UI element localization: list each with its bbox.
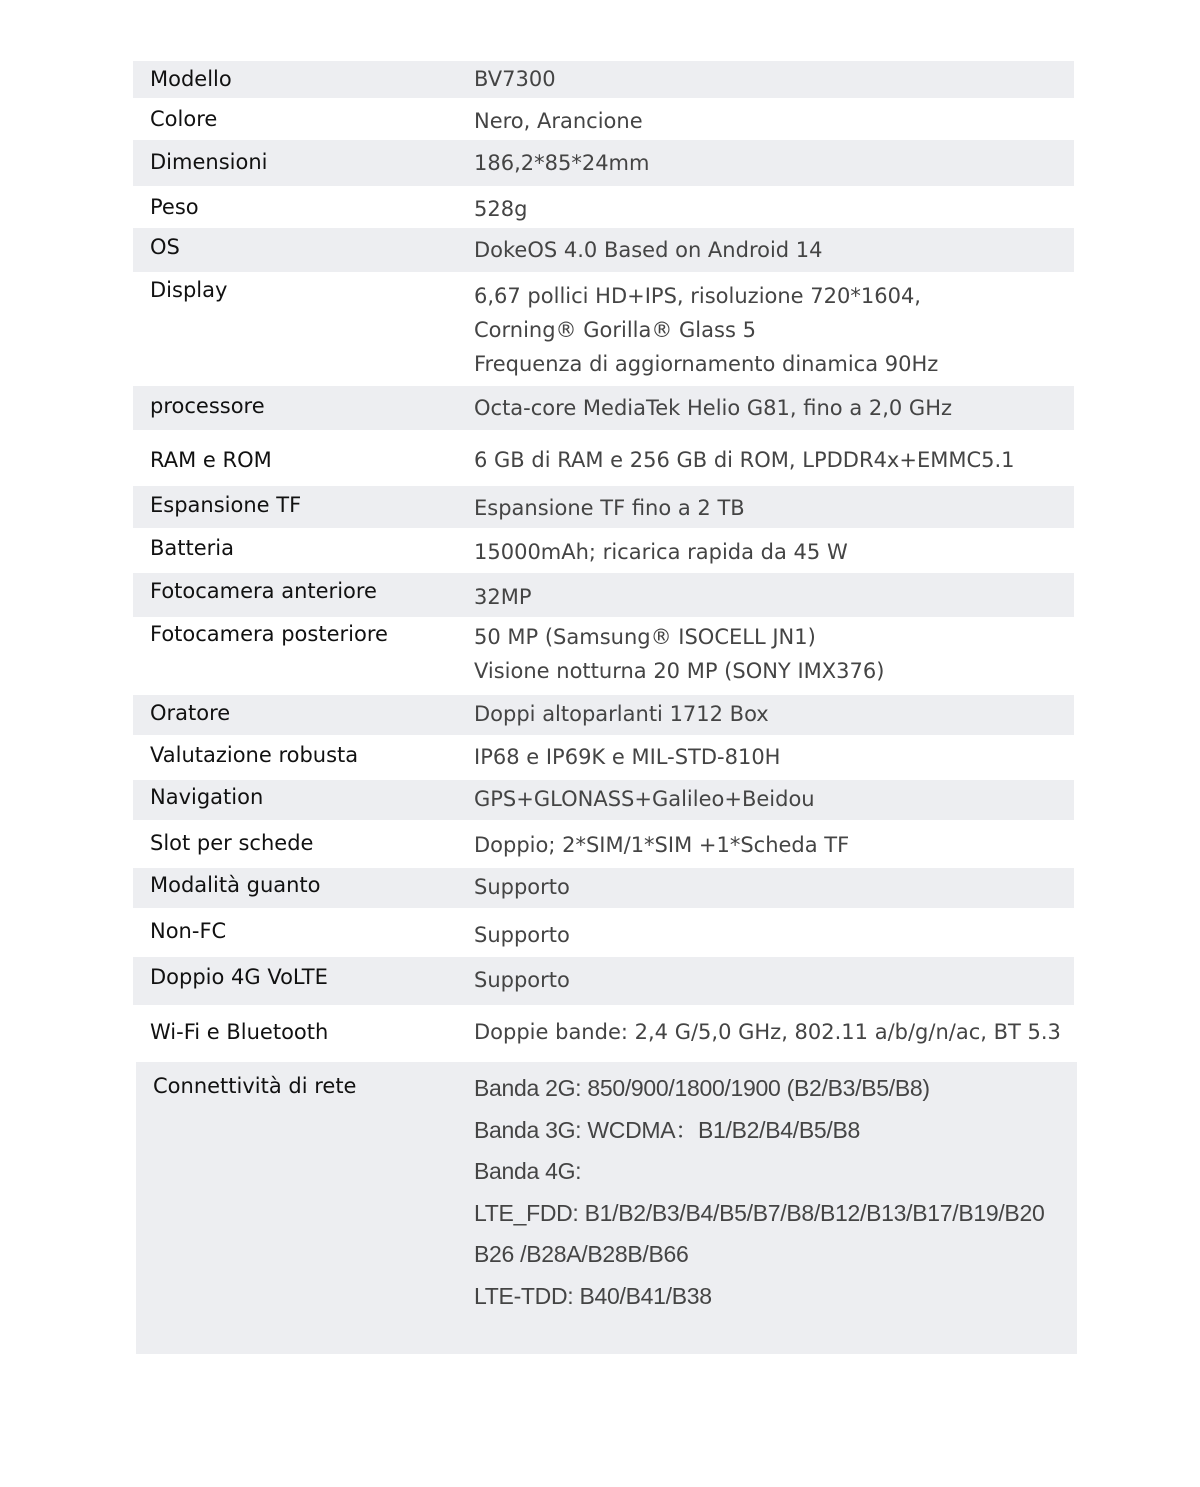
spec-value [474,443,1015,477]
spec-value-line: GPS+GLONASS+Galileo+Beidou [474,787,815,811]
spec-label: processore [150,394,265,418]
spec-value-line: Supporto [474,875,570,899]
spec-value-line: Corning® Gorilla® Glass 5 [474,318,756,342]
spec-row [133,735,1074,780]
spec-value [474,104,643,138]
spec-label: Connettività di rete [153,1074,357,1098]
spec-label: Espansione TF [150,493,302,517]
spec-label: Dimensioni [150,150,268,174]
spec-row [133,868,1074,908]
spec-value-line: Doppi altoparlanti 1712 Box [474,702,769,726]
spec-value [474,279,938,381]
spec-value-line: 528g [474,197,528,221]
spec-label: Non-FC [150,919,227,943]
spec-value [474,918,570,952]
spec-row [133,386,1074,430]
spec-row [133,186,1074,228]
spec-row [133,272,1074,386]
spec-value-line: Octa-core MediaTek Helio G81, fino a 2,0 GHz [474,396,953,420]
spec-row [133,820,1074,868]
spec-value-line: LTE_FDD: B1/B2/B3/B4/B5/B7/B8/B12/B13/B17/B19/B20 [474,1199,1045,1226]
spec-row [133,486,1074,528]
spec-label: Colore [150,107,218,131]
spec-value-line: 15000mAh; ricarica rapida da 45 W [474,540,848,564]
spec-value-line: Supporto [474,923,570,947]
spec-value [474,146,649,180]
spec-row [133,61,1074,98]
spec-value-line: Banda 4G: [474,1158,582,1184]
spec-label: Batteria [150,536,234,560]
spec-table [133,61,1074,1354]
spec-value-line: 50 MP (Samsung® ISOCELL JN1) [474,625,816,649]
spec-label: RAM e ROM [150,448,272,472]
spec-label: Wi-Fi e Bluetooth [150,1020,329,1044]
spec-value [474,828,849,862]
spec-row [133,228,1074,272]
spec-row [133,430,1074,486]
spec-value-line: 32MP [474,585,532,609]
spec-value [474,491,745,525]
spec-value-line: Espansione TF fino a 2 TB [474,496,745,520]
spec-value [474,870,570,904]
spec-row [133,528,1074,573]
spec-value-line: Banda 2G: 850/900/1800/1900 (B2/B3/B5/B8) [474,1075,930,1101]
spec-value-line: Visione notturna 20 MP (SONY IMX376) [474,659,885,683]
spec-value-line: IP68 e IP69K e MIL-STD-810H [474,745,781,769]
spec-value [474,535,848,569]
spec-value-line: Nero, Arancione [474,109,643,133]
spec-label: Modello [150,67,232,91]
spec-value [474,192,527,226]
spec-label: OS [150,235,180,259]
spec-value [474,580,532,614]
spec-value-line: Doppio; 2*SIM/1*SIM +1*Scheda TF [474,833,850,857]
spec-value-line: B26 /B28A/B28B/B66 [474,1241,689,1267]
spec-label: Fotocamera anteriore [150,579,377,603]
spec-value [474,697,769,731]
spec-row [133,1005,1074,1062]
spec-label: Doppio 4G VoLTE [150,965,328,989]
spec-value-line: 186,2*85*24mm [474,151,650,175]
spec-value-line: Doppie bande: 2,4 G/5,0 GHz, 802.11 a/b/g/n/ac, BT 5.3 [474,1020,1061,1044]
spec-row [133,617,1074,695]
spec-label: Peso [150,195,199,219]
spec-label: Navigation [150,785,264,809]
spec-value [474,1015,1061,1049]
spec-label: Oratore [150,701,231,725]
spec-label: Valutazione robusta [150,743,359,767]
spec-value-line: Frequenza di aggiornamento dinamica 90Hz [474,352,939,376]
spec-row [133,908,1074,957]
spec-row [133,573,1074,617]
spec-row [133,695,1074,735]
spec-value [474,963,570,997]
spec-row [133,140,1074,186]
spec-value [474,740,780,774]
spec-value-line: Supporto [474,968,570,992]
spec-row [133,780,1074,820]
spec-value-line: Banda 3G: WCDMA：B1/B2/B4/B5/B8 [474,1116,861,1143]
spec-value [474,620,884,688]
spec-value-line: LTE-TDD: B40/B41/B38 [474,1282,712,1309]
spec-label: Slot per schede [150,831,314,855]
spec-value-line: 6 GB di RAM e 256 GB di ROM, LPDDR4x+EMMC5.1 [474,448,1015,472]
spec-value [474,782,815,816]
spec-label: Modalità guanto [150,873,321,897]
spec-value-line: DokeOS 4.0 Based on Android 14 [474,238,823,262]
spec-value [474,233,823,267]
spec-value-line: 6,67 pollici HD+IPS, risoluzione 720*1604, [474,284,921,308]
spec-value [474,1068,1044,1317]
spec-value [474,62,556,96]
spec-value [474,391,952,425]
spec-label: Display [150,278,228,302]
spec-row [136,1062,1077,1354]
spec-label: Fotocamera posteriore [150,622,388,646]
spec-row [133,98,1074,140]
spec-value-line: BV7300 [474,67,556,91]
spec-row [133,957,1074,1005]
